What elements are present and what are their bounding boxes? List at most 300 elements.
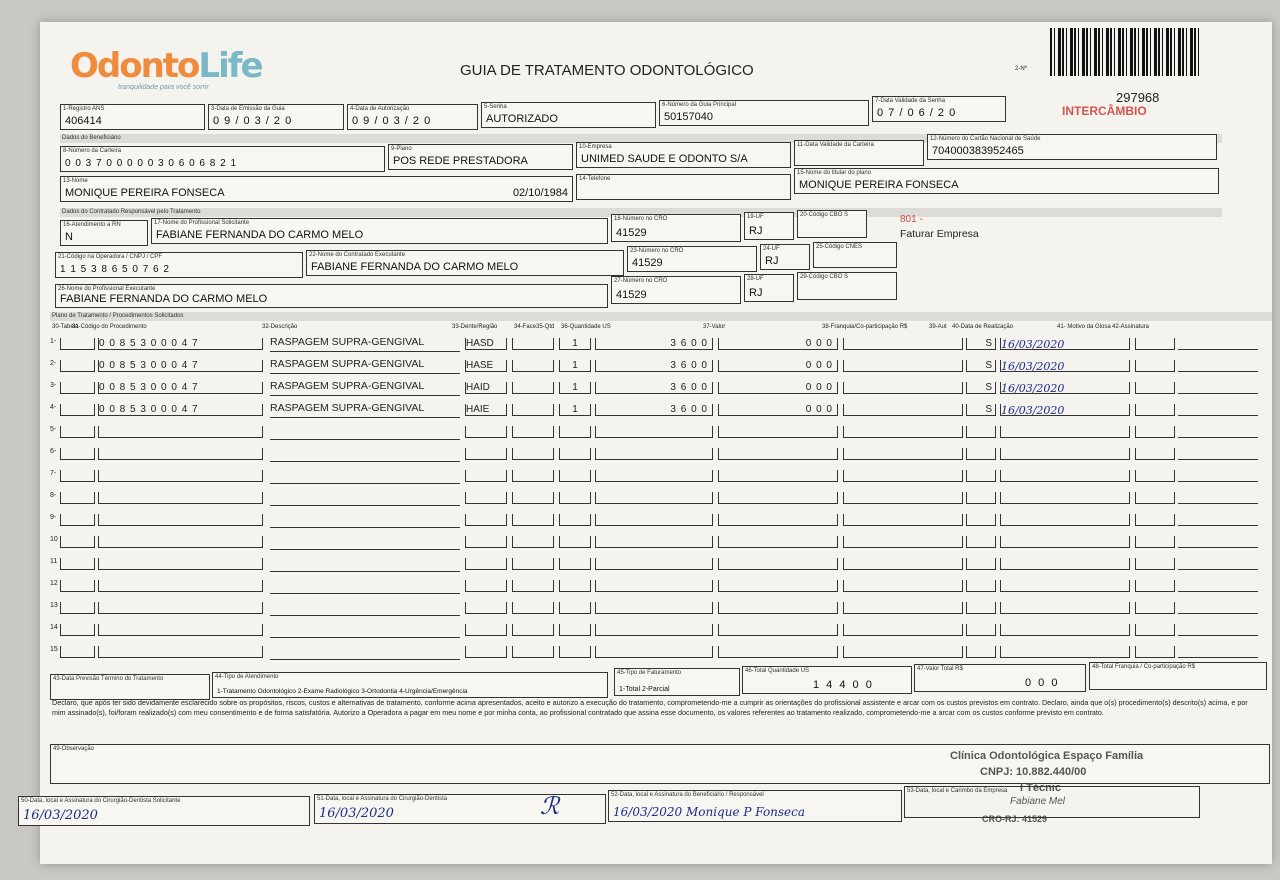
assinatura-cell [1178, 470, 1258, 482]
valor-cell [718, 580, 838, 592]
aut-cell [966, 514, 996, 526]
table-row [50, 356, 1260, 376]
aut-cell [966, 448, 996, 460]
dente-cell: HAID [465, 382, 507, 394]
face-cell [512, 492, 554, 504]
qtd-cell: 1 [559, 360, 591, 372]
franquia-cell [843, 580, 963, 592]
glosa-cell [1135, 558, 1175, 570]
table-row [50, 488, 1260, 508]
row-number: 3- [50, 382, 57, 389]
qtd-cell [559, 492, 591, 504]
data-cell [1000, 514, 1130, 526]
data-cell [1000, 602, 1130, 614]
previsao-field: 43-Data Previsão Término do Tratamento [50, 674, 210, 700]
data-cell [1000, 426, 1130, 438]
stamp-line5: CRO-RJ: 41529 [982, 814, 1048, 824]
valor-cell [718, 426, 838, 438]
data-cell: 16/03/2020 [1000, 360, 1130, 372]
data-cell: 16/03/2020 [1000, 382, 1130, 394]
data-cell [1000, 624, 1130, 636]
page-title: GUIA DE TRATAMENTO ODONTOLÓGICO [460, 62, 754, 79]
franquia-cell [843, 382, 963, 394]
row-number: 2- [50, 360, 57, 367]
codigo-cell [98, 602, 263, 614]
franquia-cell [843, 514, 963, 526]
valor-cell: 0 0 0 [718, 360, 838, 372]
assinatura-cell [1178, 360, 1258, 372]
descricao-cell [270, 556, 460, 572]
valor-cell [718, 492, 838, 504]
table-row [50, 554, 1260, 574]
valor-cell [718, 624, 838, 636]
codigo-cell: 0 0 8 5 3 0 0 0 4 7 [98, 338, 263, 350]
header-3: 33-Dente/Região [452, 324, 498, 330]
face-cell [512, 536, 554, 548]
aut-cell [966, 558, 996, 570]
qtd-cell: 1 [559, 382, 591, 394]
tabela-cell [60, 448, 95, 460]
table-row [50, 510, 1260, 530]
us-cell [595, 602, 713, 614]
logo-accent: Life [198, 46, 262, 86]
franquia-cell [843, 558, 963, 570]
data-cell [1000, 646, 1130, 658]
valor-total-field: 47-Valor Total R$ 0 0 0 [914, 664, 1086, 692]
row-number: 11 [50, 558, 58, 565]
dente-cell [465, 536, 507, 548]
registro-ans-field: 1-Registro ANS 406414 [60, 104, 205, 130]
section-beneficiario: Dados do Beneficiário [60, 134, 1222, 143]
tabela-cell [60, 558, 95, 570]
uf3-field: 28-UF RJ [744, 274, 794, 302]
row-number: 1- [50, 338, 57, 345]
dente-cell [465, 448, 507, 460]
cnpj-field: 21-Código na Operadora / CNPJ / CPF 1 1 5 3 8 6 5 0 7 6 2 [55, 252, 303, 278]
procedure-table [40, 334, 1272, 674]
assinatura-cell [1178, 492, 1258, 504]
data-emissao-field: 3-Data de Emissão da Guia 0 9 / 0 3 / 2 0 [208, 104, 344, 130]
data-autorizacao-field: 4-Data de Autorização 0 9 / 0 3 / 2 0 [347, 104, 478, 130]
face-cell [512, 360, 554, 372]
qtd-cell [559, 470, 591, 482]
dentist-signature-icon: ℛ [540, 792, 560, 820]
codigo-cell [98, 536, 263, 548]
glosa-cell [1135, 536, 1175, 548]
face-cell [512, 580, 554, 592]
tabela-cell [60, 470, 95, 482]
assinatura-cell [1178, 382, 1258, 394]
odontolife-logo [70, 46, 262, 86]
codigo-cell [98, 492, 263, 504]
glosa-cell [1135, 448, 1175, 460]
header-4: 34-Face [514, 324, 537, 330]
codigo-cell [98, 448, 263, 460]
us-cell [595, 646, 713, 658]
qtd-cell [559, 558, 591, 570]
logo-main: Odonto [70, 46, 199, 86]
franquia-cell [843, 624, 963, 636]
header-8: 38-Franquia/Co-participação R$ [822, 324, 908, 330]
data-cell [1000, 492, 1130, 504]
tabela-cell [60, 580, 95, 592]
cbo-field: 20-Código CBO S [797, 210, 867, 238]
prof-exec-field: 26-Nome do Profissional Executante FABIANE FERNANDA DO CARMO MELO [55, 284, 608, 308]
tabela-cell [60, 492, 95, 504]
us-cell [595, 426, 713, 438]
table-row [50, 576, 1260, 596]
aut-cell [966, 492, 996, 504]
tabela-cell [60, 404, 95, 416]
assinatura-cell [1178, 448, 1258, 460]
us-cell: 3 6 0 0 [595, 360, 713, 372]
glosa-cell [1135, 492, 1175, 504]
face-cell [512, 602, 554, 614]
dente-cell [465, 514, 507, 526]
carimbo-empresa-field: 53-Data, local e Carimbo da Empresa [904, 786, 1200, 818]
aut-cell [966, 470, 996, 482]
dente-cell: HAIE [465, 404, 507, 416]
row-number: 7- [50, 470, 57, 477]
empresa-field: 10-Empresa UNIMED SAUDE E ODONTO S/A [576, 142, 791, 168]
aut-cell [966, 536, 996, 548]
valor-cell [718, 470, 838, 482]
tabela-cell [60, 382, 95, 394]
carteira-field: 8-Número da Carteira 0 0 3 7 0 0 0 0 0 3 0 6 0 6 8 2 1 [60, 146, 385, 172]
franquia-cell [843, 448, 963, 460]
solicitante-field: 17-Nome do Profissional Solicitante FABIANE FERNANDA DO CARMO MELO [151, 218, 608, 244]
assinatura-solicitante-field: 50-Data, local e Assinatura do Cirurgião-Dentista Solicitante 16/03/2020 [18, 796, 310, 826]
tipo-atendimento-field: 44-Tipo de Atendimento 1-Tratamento Odontológico 2-Exame Radiológico 3-Ortodontia 4-Urgência/Emergência [212, 672, 608, 698]
row-number: 15 [50, 646, 58, 653]
franquia-cell [843, 338, 963, 350]
us-cell [595, 536, 713, 548]
descricao-cell [270, 644, 460, 660]
cro2-field: 23-Número no CRO 41529 [627, 246, 757, 272]
total-franquia-field: 48-Total Franquia / Co-participação R$ [1089, 662, 1267, 690]
valor-cell: 0 0 0 [718, 338, 838, 350]
us-cell: 3 6 0 0 [595, 338, 713, 350]
valor-cell [718, 602, 838, 614]
descricao-cell [270, 468, 460, 484]
tabela-cell [60, 426, 95, 438]
assinatura-cell [1178, 426, 1258, 438]
valor-cell: 0 0 0 [718, 382, 838, 394]
us-cell [595, 580, 713, 592]
plano-field: 9-Plano POS REDE PRESTADORA [388, 144, 573, 170]
codigo-cell [98, 558, 263, 570]
valor-cell [718, 514, 838, 526]
table-row [50, 400, 1260, 420]
guia-principal-field: 6-Número da Guia Principal 50157040 [659, 100, 869, 126]
dente-cell [465, 646, 507, 658]
face-cell [512, 404, 554, 416]
valor-cell [718, 646, 838, 658]
dente-cell [465, 470, 507, 482]
aut-cell [966, 426, 996, 438]
descricao-cell [270, 512, 460, 528]
row-number: 12 [50, 580, 58, 587]
qtd-cell [559, 514, 591, 526]
face-cell [512, 448, 554, 460]
row-number: 10 [50, 536, 58, 543]
codigo-cell [98, 470, 263, 482]
data-cell [1000, 558, 1130, 570]
us-cell [595, 470, 713, 482]
descricao-cell [270, 578, 460, 594]
header-2: 32-Descrição [262, 324, 298, 330]
table-row [50, 642, 1260, 662]
section-contratado: Dados do Contratado Responsável pelo Tratamento [60, 208, 1222, 217]
face-cell [512, 624, 554, 636]
aut-cell: S [966, 338, 996, 350]
assinatura-cell [1178, 338, 1258, 350]
qtd-cell: 1 [559, 338, 591, 350]
aut-cell [966, 646, 996, 658]
declaracao-text: Declaro, que após ter sido devidamente esclarecido sobre os propósitos, riscos, custos e alternativas de tratamento, conforme acima apresentados, aceito e autorizo a execução do tratamento, comprometendo-me a cumprir as orientações do profissional assistente e arcar com os custos previstos em contrato. Declaro, ainda que o(s) procedimento(s) descrito(s) acima, e por mim assinado(s), foi/foram realizado(s) com meu consentimento e de forma satisfatória. Autorizo a Operadora a pagar em meu nome e por minha conta, ao profissional contratado que assina esse documento, os valores referentes ao tratamento realizado, comprometendo-me a arcar com os custos conforme previsto em contrato. [52, 698, 1248, 717]
data-cell: 16/03/2020 [1000, 404, 1130, 416]
dente-cell [465, 624, 507, 636]
dente-cell: HASD [465, 338, 507, 350]
header-11: 41- Motivo da Glosa [1057, 324, 1111, 330]
face-cell [512, 646, 554, 658]
descricao-cell [270, 600, 460, 616]
header-1: 31-Código do Procedimento [72, 324, 147, 330]
assinatura-cell [1178, 646, 1258, 658]
dente-cell [465, 492, 507, 504]
cbo3-field: 29-Código CBO S [797, 272, 897, 300]
codigo-cell: 0 0 8 5 3 0 0 0 4 7 [98, 404, 263, 416]
logo-tagline: tranquilidade para você sorrir [118, 84, 209, 91]
qtd-cell [559, 426, 591, 438]
descricao-cell: RASPAGEM SUPRA-GENGIVAL [270, 380, 460, 396]
codigo-cell: 0 0 8 5 3 0 0 0 4 7 [98, 360, 263, 372]
face-cell [512, 426, 554, 438]
tabela-cell [60, 536, 95, 548]
codigo-cell: 0 0 8 5 3 0 0 0 4 7 [98, 382, 263, 394]
titular-field: 15-Nome do titular do plano MONIQUE PEREIRA FONSECA [794, 168, 1219, 194]
glosa-cell [1135, 624, 1175, 636]
header-7: 37-Valor [703, 324, 726, 330]
valor-cell [718, 448, 838, 460]
glosa-cell [1135, 426, 1175, 438]
descricao-cell [270, 490, 460, 506]
rn-field: 16-Atendimento a RN N [60, 220, 148, 246]
cro-field: 18-Número no CRO 41529 [611, 214, 741, 242]
glosa-cell [1135, 470, 1175, 482]
header-6: 36-Quantidade US [561, 324, 611, 330]
table-row [50, 598, 1260, 618]
stamp-line4: Fabiane Mel [1010, 796, 1066, 807]
assinatura-cell [1178, 602, 1258, 614]
glosa-cell [1135, 514, 1175, 526]
uf2-field: 24-UF RJ [760, 244, 810, 270]
face-cell [512, 338, 554, 350]
cnes-field: 25-Código CNES [813, 242, 897, 268]
data-cell [1000, 580, 1130, 592]
tipo-faturamento-field: 45-Tipo de Faturamento 1-Total 2-Parcial [614, 668, 740, 696]
uf-field: 19-UF RJ [744, 212, 794, 240]
aut-cell [966, 624, 996, 636]
assinatura-cell [1178, 536, 1258, 548]
data-cell [1000, 536, 1130, 548]
data-cell [1000, 448, 1130, 460]
codigo-cell [98, 646, 263, 658]
face-cell [512, 514, 554, 526]
nascimento-value: 02/10/1984 [512, 187, 568, 199]
dente-cell [465, 580, 507, 592]
glosa-cell [1135, 602, 1175, 614]
qtd-cell [559, 448, 591, 460]
assinatura-dentista-field: 51-Data, local e Assinatura do Cirurgião-Dentista 16/03/2020 [314, 794, 606, 824]
tabela-cell [60, 514, 95, 526]
faturar-label: Faturar Empresa [900, 228, 979, 240]
header-12: 42-Assinatura [1112, 324, 1150, 330]
aut-cell [966, 580, 996, 592]
intercambio-label: INTERCÂMBIO [1062, 104, 1147, 118]
codigo-cell [98, 426, 263, 438]
franquia-cell [843, 360, 963, 372]
franquia-cell [843, 492, 963, 504]
us-cell [595, 624, 713, 636]
guide-number-label: 2-Nº [1015, 66, 1027, 72]
row-number: 9- [50, 514, 57, 521]
row-number: 14 [50, 624, 58, 631]
executante-field: 22-Nome do Contratado Executante FABIANE FERNANDA DO CARMO MELO [306, 250, 624, 276]
qtd-cell [559, 646, 591, 658]
data-cell [1000, 470, 1130, 482]
franquia-cell [843, 646, 963, 658]
header-9: 39-Aut [929, 324, 947, 330]
guide-number: 297968 [1116, 90, 1160, 105]
stamp-line3: l Técnic [1020, 782, 1061, 794]
assinatura-cell [1178, 514, 1258, 526]
us-cell [595, 448, 713, 460]
aut-cell: S [966, 360, 996, 372]
descricao-cell [270, 534, 460, 550]
franquia-cell [843, 426, 963, 438]
dente-cell: HASE [465, 360, 507, 372]
validade-carteira-field: 11-Data Validade da Carteira [794, 140, 924, 166]
aut-cell: S [966, 382, 996, 394]
glosa-cell [1135, 646, 1175, 658]
table-row [50, 334, 1260, 354]
row-number: 13 [50, 602, 58, 609]
assinatura-cell [1178, 404, 1258, 416]
tabela-cell [60, 360, 95, 372]
dente-cell [465, 426, 507, 438]
codigo-cell [98, 580, 263, 592]
franquia-cell [843, 602, 963, 614]
glosa-cell [1135, 404, 1175, 416]
tabela-cell [60, 338, 95, 350]
table-row [50, 532, 1260, 552]
assinatura-cell [1178, 580, 1258, 592]
stamp-line1: Clínica Odontológica Espaço Família [950, 750, 1144, 762]
glosa-cell [1135, 360, 1175, 372]
section-procedimentos: Plano de Tratamento / Procedimentos Solicitados [50, 312, 1272, 321]
tabela-cell [60, 646, 95, 658]
us-cell [595, 514, 713, 526]
table-row [50, 422, 1260, 442]
us-cell: 3 6 0 0 [595, 382, 713, 394]
validade-senha-field: 7-Data Validade da Senha 0 7 / 0 6 / 2 0 [872, 96, 1006, 122]
telefone-field: 14-Telefone [576, 174, 791, 200]
glosa-cell [1135, 338, 1175, 350]
cro3-field: 27-Número no CRO 41529 [611, 276, 741, 304]
barcode-icon [1050, 28, 1200, 76]
us-cell [595, 492, 713, 504]
glosa-cell [1135, 580, 1175, 592]
nome-field: 13-Nome MONIQUE PEREIRA FONSECA 02/10/1984 [60, 176, 573, 202]
total-us-field: 46-Total Quantidade US 1 4 4 0 0 [742, 666, 912, 694]
guia-document [21, 22, 1272, 864]
qtd-cell [559, 536, 591, 548]
aut-cell: S [966, 404, 996, 416]
descricao-cell [270, 622, 460, 638]
table-row [50, 378, 1260, 398]
franquia-cell [843, 536, 963, 548]
table-row [50, 466, 1260, 486]
qtd-cell [559, 602, 591, 614]
tabela-cell [60, 602, 95, 614]
codigo-cell [98, 514, 263, 526]
faturar-code: 801 - [900, 214, 923, 225]
data-cell: 16/03/2020 [1000, 338, 1130, 350]
glosa-cell [1135, 382, 1175, 394]
face-cell [512, 382, 554, 394]
assinatura-cell [1178, 558, 1258, 570]
qtd-cell: 1 [559, 404, 591, 416]
row-number: 5- [50, 426, 57, 433]
row-number: 8- [50, 492, 57, 499]
header-0: 30-Tabela [52, 324, 79, 330]
qtd-cell [559, 624, 591, 636]
franquia-cell [843, 470, 963, 482]
table-row [50, 444, 1260, 464]
face-cell [512, 558, 554, 570]
row-number: 4- [50, 404, 57, 411]
senha-field: 5-Senha AUTORIZADO [481, 102, 656, 128]
descricao-cell: RASPAGEM SUPRA-GENGIVAL [270, 336, 460, 352]
stamp-line2: CNPJ: 10.882.440/00 [980, 766, 1087, 778]
valor-cell [718, 536, 838, 548]
cns-field: 12-Número do Cartão Nacional de Saúde 704000383952465 [927, 134, 1217, 160]
assinatura-beneficiario-field: 52-Data, local e Assinatura do Beneficiário / Responsável 16/03/2020 Monique P Fonseca [608, 790, 902, 822]
valor-cell [718, 558, 838, 570]
valor-cell: 0 0 0 [718, 404, 838, 416]
row-number: 6- [50, 448, 57, 455]
observacao-field: 49-Observação [50, 744, 1270, 784]
assinatura-cell [1178, 624, 1258, 636]
dente-cell [465, 602, 507, 614]
face-cell [512, 470, 554, 482]
descricao-cell [270, 446, 460, 462]
qtd-cell [559, 580, 591, 592]
dente-cell [465, 558, 507, 570]
us-cell [595, 558, 713, 570]
tabela-cell [60, 624, 95, 636]
codigo-cell [98, 624, 263, 636]
descricao-cell: RASPAGEM SUPRA-GENGIVAL [270, 358, 460, 374]
descricao-cell [270, 424, 460, 440]
header-10: 40-Data de Realização [952, 324, 1014, 330]
header-5: 35-Qtd [536, 324, 555, 330]
aut-cell [966, 602, 996, 614]
us-cell: 3 6 0 0 [595, 404, 713, 416]
descricao-cell: RASPAGEM SUPRA-GENGIVAL [270, 402, 460, 418]
franquia-cell [843, 404, 963, 416]
